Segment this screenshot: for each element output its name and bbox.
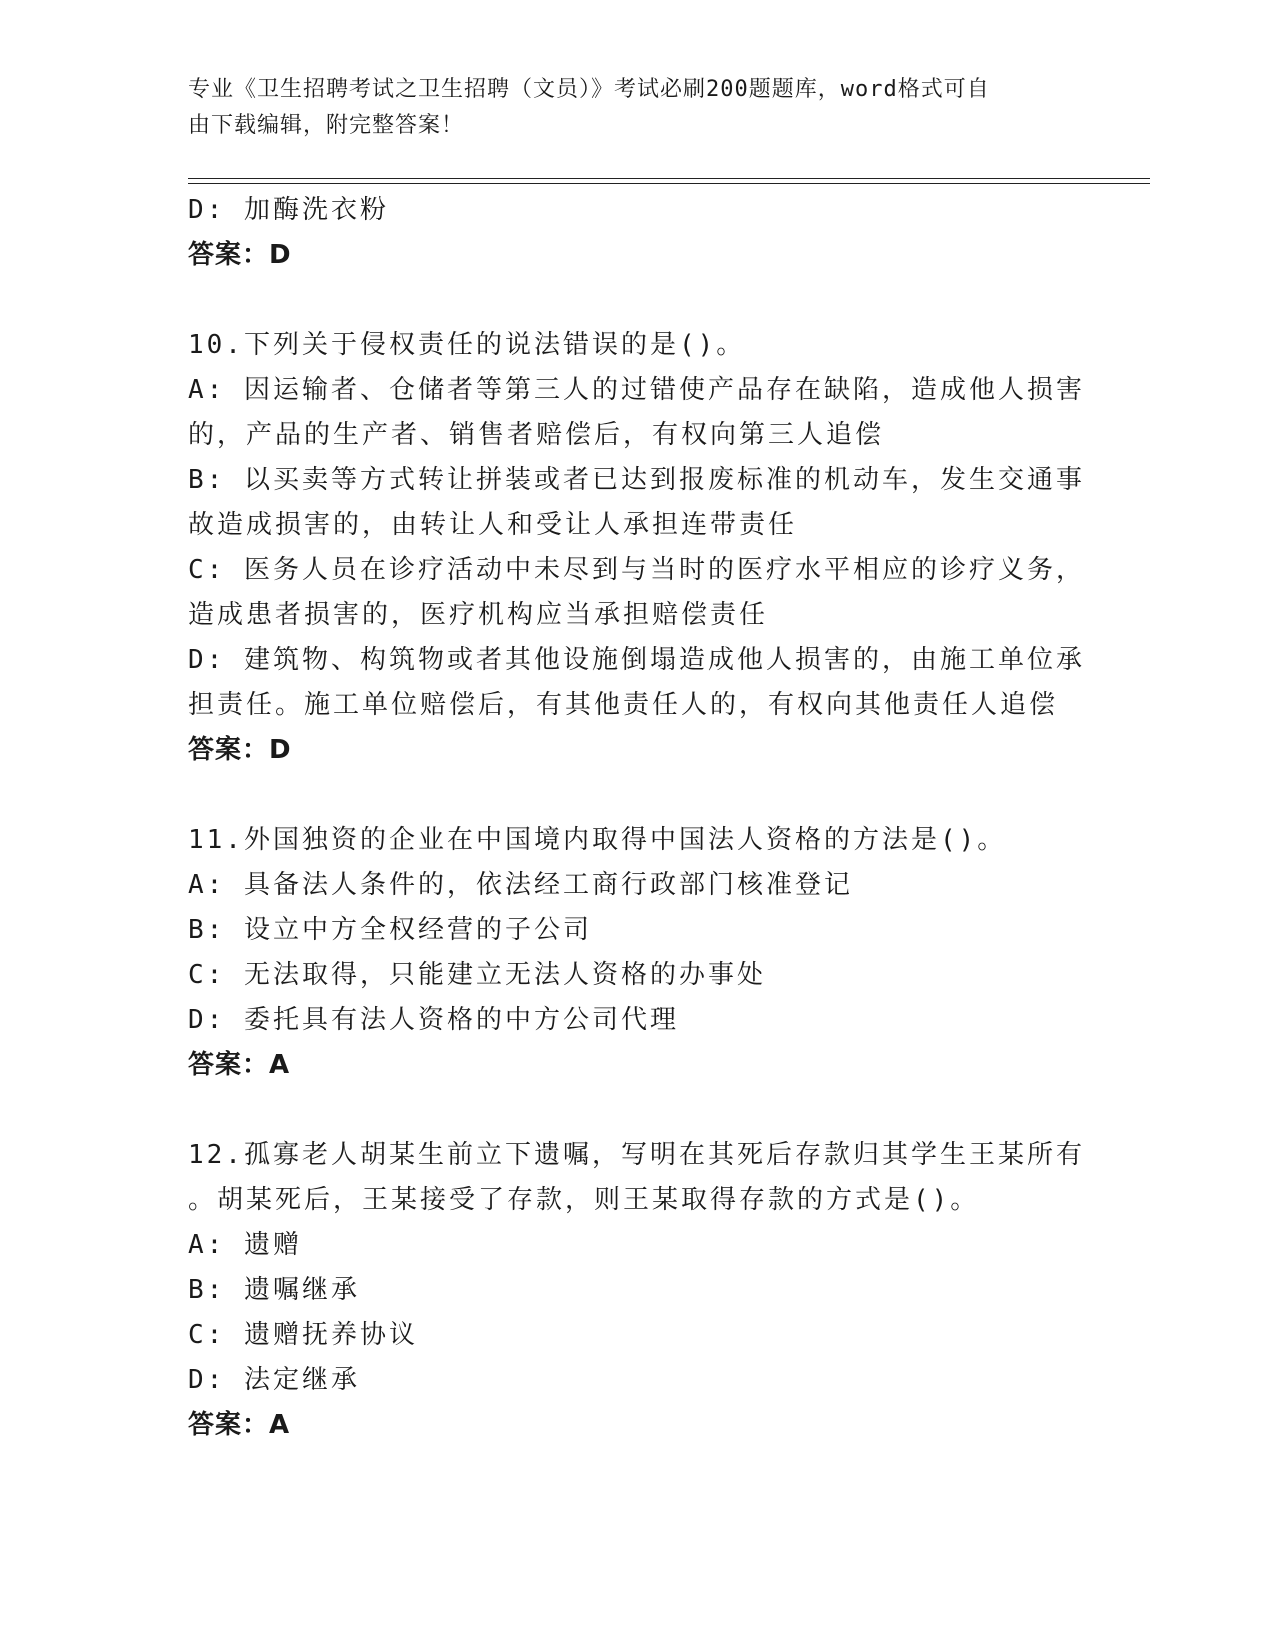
spacer	[188, 278, 1088, 323]
question-11	[188, 818, 1088, 1088]
answer: 答案：D	[188, 735, 292, 765]
option-d-line-2: 担责任。施工单位赔偿后，有其他责任人的，有权向其他责任人追偿	[188, 690, 1059, 720]
option-a-line-2: 的，产品的生产者、销售者赔偿后，有权向第三人追偿	[188, 420, 885, 450]
spacer	[188, 773, 1088, 818]
option-b: B: 设立中方全权经营的子公司	[188, 915, 592, 945]
option-c: C: 无法取得，只能建立无法人资格的办事处	[188, 960, 766, 990]
document-header	[188, 72, 1068, 144]
answer: 答案：A	[188, 1410, 291, 1440]
question-stem: 10.下列关于侵权责任的说法错误的是()。	[188, 330, 746, 360]
answer: 答案：A	[188, 1050, 291, 1080]
option-c-line-1: C: 医务人员在诊疗活动中未尽到与当时的医疗水平相应的诊疗义务，	[188, 555, 1085, 585]
header-divider-top	[188, 178, 1150, 179]
header-divider-bottom	[188, 183, 1150, 184]
answer: 答案：D	[188, 240, 292, 270]
option-a-line-1: A: 因运输者、仓储者等第三人的过错使产品存在缺陷，造成他人损害	[188, 375, 1085, 405]
option-b-line-1: B: 以买卖等方式转让拼装或者已达到报废标准的机动车，发生交通事	[188, 465, 1085, 495]
spacer	[188, 1088, 1088, 1133]
option-a: A: 遗赠	[188, 1230, 302, 1260]
question-stem-line-2: 。胡某死后，王某接受了存款，则王某取得存款的方式是()。	[188, 1185, 980, 1215]
option-d-line-1: D: 建筑物、构筑物或者其他设施倒塌造成他人损害的，由施工单位承	[188, 645, 1085, 675]
header-line-2: 由下载编辑，附完整答案！	[188, 113, 465, 138]
option-b-line-2: 故造成损害的，由转让人和受让人承担连带责任	[188, 510, 798, 540]
option-d: D: 委托具有法人资格的中方公司代理	[188, 1005, 679, 1035]
header-line-1: 专业《卫生招聘考试之卫生招聘（文员）》考试必刷200题题库，word格式可自	[188, 77, 990, 102]
option-b: B: 遗嘱继承	[188, 1275, 360, 1305]
option-d: D: 法定继承	[188, 1365, 360, 1395]
option-c: C: 遗赠抚养协议	[188, 1320, 418, 1350]
question-stem: 11.外国独资的企业在中国境内取得中国法人资格的方法是()。	[188, 825, 1007, 855]
option-a: A: 具备法人条件的，依法经工商行政部门核准登记	[188, 870, 853, 900]
document-body	[188, 188, 1088, 1448]
question-stem-line-1: 12.孤寡老人胡某生前立下遗嘱，写明在其死后存款归其学生王某所有	[188, 1140, 1085, 1170]
option-d: D: 加酶洗衣粉	[188, 195, 389, 225]
question-12	[188, 1133, 1088, 1448]
question-9-tail	[188, 188, 1088, 278]
question-10	[188, 323, 1088, 773]
option-c-line-2: 造成患者损害的，医疗机构应当承担赔偿责任	[188, 600, 769, 630]
